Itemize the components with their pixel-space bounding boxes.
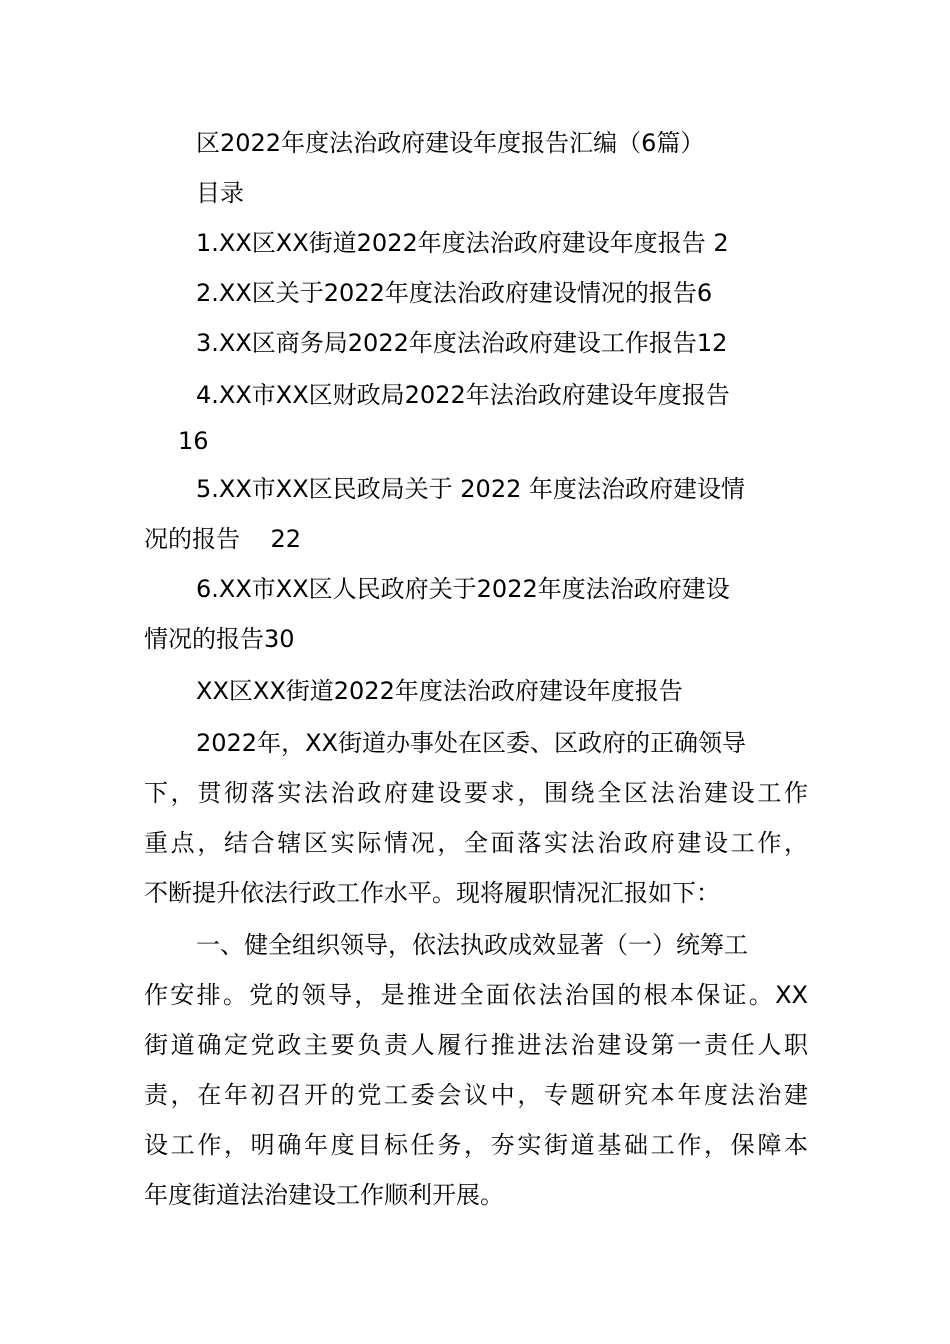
document-title: 区2022年度法治政府建设年度报告汇编（6篇） (196, 129, 705, 157)
toc-item-3: 3.XX区商务局2022年度法治政府建设工作报告12 (196, 329, 728, 357)
paragraph-2-line-3: 街道确定党政主要负责人履行推进法治建设第一责任人职 (144, 1031, 808, 1059)
toc-item-1: 1.XX区XX街道2022年度法治政府建设年度报告 2 (196, 229, 729, 257)
paragraph-1-line-2: 下，贯彻落实法治政府建设要求，围绕全区法治建设工作 (144, 779, 808, 807)
paragraph-2-line-2: 作安排。党的领导，是推进全面依法治国的根本保证。XX (144, 981, 808, 1009)
toc-item-4: 4.XX市XX区财政局2022年法治政府建设年度报告 (196, 381, 730, 409)
paragraph-1-line-3: 重点，结合辖区实际情况，全面落实法治政府建设工作， (144, 829, 808, 857)
toc-heading: 目录 (196, 179, 244, 207)
paragraph-2-line-5: 设工作，明确年度目标任务，夯实街道基础工作，保障本 (144, 1131, 808, 1159)
toc-item-5-cont: 况的报告 22 (144, 525, 302, 553)
paragraph-1-line-4: 不断提升依法行政工作水平。现将履职情况汇报如下： (144, 879, 720, 907)
toc-item-4-page: 16 (178, 427, 209, 455)
toc-item-2: 2.XX区关于2022年度法治政府建设情况的报告6 (196, 279, 713, 307)
paragraph-2-line-1: 一、健全组织领导，依法执政成效显著（一）统筹工 (196, 931, 748, 959)
paragraph-2-line-6: 年度街道法治建设工作顺利开展。 (144, 1181, 504, 1209)
toc-item-5: 5.XX市XX区民政局关于 2022 年度法治政府建设情 (196, 475, 745, 503)
paragraph-1-line-1: 2022年，XX街道办事处在区委、区政府的正确领导 (196, 729, 746, 757)
paragraph-2-line-4: 责，在年初召开的党工委会议中，专题研究本年度法治建 (144, 1081, 808, 1109)
toc-item-6-cont: 情况的报告30 (144, 625, 295, 653)
section-title: XX区XX街道2022年度法治政府建设年度报告 (196, 677, 683, 705)
toc-item-6: 6.XX市XX区人民政府关于2022年度法治政府建设 (196, 575, 730, 603)
